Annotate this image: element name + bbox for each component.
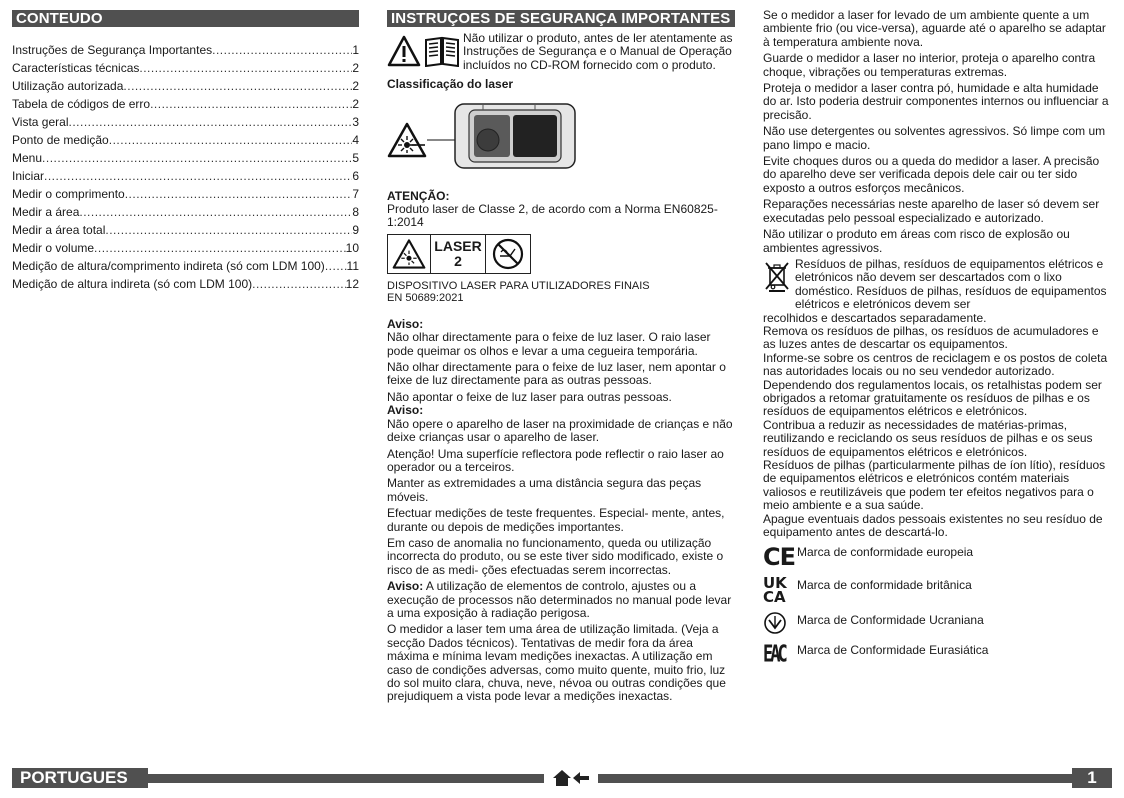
laser-label-hazard-cell <box>388 235 431 273</box>
toc-entry[interactable] <box>12 239 359 257</box>
toc-entry-leader <box>109 131 353 149</box>
col3-p4: Não use detergentes ou solventes agressivos. Só limpe com um pano limpo e macio. <box>763 124 1106 152</box>
eac-mark-text: Marca de Conformidade Eurasiática <box>797 642 989 657</box>
col3-p3: Proteja o medidor a laser contra pó, humidade e alta humidade do ar. Isto poderia destruir componentes internos ou influenciar a precisão. <box>763 81 1109 122</box>
col3-p12: Resíduos de pilhas (particularmente pilhas de íon lítio), resíduos de equipamentos elétricos e eletrónicos contém materiais valiosos e reutilizáveis que podem ter efeitos negativos para o meio ambiente e a sua saúde. <box>763 458 1106 513</box>
col3-p13: Apague eventuais dados pessoais existentes no seu resíduo de equipamento antes de descartá-lo. <box>763 511 1103 540</box>
ukca-mark-row <box>763 575 1113 605</box>
eac-mark-glyph: EAC <box>763 640 785 668</box>
toc-entry-leader <box>68 113 352 131</box>
toc-list <box>12 41 359 293</box>
col3-p5: Evite choques duros ou a queda do medidor a laser. A precisão do aparelho deve ser verificada depois dele cair ou ter sido exposto a outros esforços mecânicos. <box>763 154 1100 195</box>
toc-entry[interactable] <box>12 59 359 77</box>
toc-entry-title: Características técnicas <box>12 61 140 75</box>
ua-mark-icon-wrap <box>763 609 797 637</box>
safety-column <box>387 10 735 707</box>
home-icon[interactable] <box>552 769 572 787</box>
toc-entry-leader <box>325 257 347 275</box>
toc-entry[interactable] <box>12 221 359 239</box>
laser-class-title: Classificação do laser <box>387 77 514 92</box>
laser-hazard-icon <box>387 122 427 158</box>
page-footer <box>12 768 1112 788</box>
laser-label-line2: 2 <box>454 252 462 269</box>
footer-rule-left <box>148 774 544 783</box>
toc-entry-page: 1 <box>352 43 359 57</box>
safety-intro <box>387 32 735 72</box>
aviso-1-p3: Não apontar o feixe de luz laser para outras pessoas. <box>387 389 672 404</box>
toc-entry-title: Medição de altura indireta (só com LDM 100) <box>12 277 253 291</box>
toc-entry[interactable] <box>12 113 359 131</box>
toc-entry-title: Medir a área <box>12 205 80 219</box>
toc-entry[interactable] <box>12 77 359 95</box>
toc-entry-page: 4 <box>352 133 359 147</box>
ukca-mark-glyph-1: UK <box>763 574 787 593</box>
p-extremidades: Manter as extremidades a uma distância segura das peças móveis. <box>387 476 702 504</box>
toc-entry-leader <box>94 239 346 257</box>
col3-p1: Se o medidor a laser for levado de um ambiente quente a um ambiente frio (ou vice-versa), aguarde até o aparelho se adaptar à temperatura ambiente nova. <box>763 8 1106 49</box>
toc-entry-title: Instruções de Segurança Importantes <box>12 43 213 57</box>
toc-entry-title: Medir o comprimento <box>12 187 125 201</box>
eac-mark-row <box>763 641 1113 669</box>
device-figure <box>387 98 735 176</box>
toc-entry[interactable] <box>12 257 359 275</box>
toc-entry-page: 3 <box>352 115 359 129</box>
aviso-1-p2: Não olhar directamente para o feixe de luz laser, nem apontar o feixe de luz directamente para as outras pessoas. <box>387 360 726 388</box>
laser-label-no-stare-cell <box>486 235 530 273</box>
weee-text: Resíduos de pilhas, resíduos de equipamentos elétricos e eletrónicos não devem ser descartados com o lixo doméstico. Resíduos de pilhas, resíduos de equipamentos elétricos e eletrónicos devem ser <box>795 256 1107 312</box>
toc-entry[interactable] <box>12 95 359 113</box>
toc-entry-title: Iniciar <box>12 169 45 183</box>
ukca-mark-text: Marca de conformidade britânica <box>797 577 972 592</box>
aviso-1-p1: Não olhar directamente para o feixe de luz laser. O raio laser pode queimar os olhos e levar a uma cegueira temporária. <box>387 330 711 358</box>
toc-entry-page: 5 <box>352 151 359 165</box>
p-anomalia: Em caso de anomalia no funcionamento, queda ou utilização incorrecta do produto, ou se este tiver sido modificado, existe o risco de as medi- ções efectuadas serem incorrectas. <box>387 535 724 577</box>
ce-mark-glyph: CE <box>763 543 796 572</box>
toc-entry-title: Vista geral <box>12 115 69 129</box>
ce-mark-row <box>763 543 1113 571</box>
attention-title: ATENÇÃO: <box>387 188 450 203</box>
aviso-3-label: Aviso: <box>387 579 424 594</box>
toc-entry-leader <box>150 95 352 113</box>
warning-icon <box>387 35 421 67</box>
toc-entry-page: 9 <box>352 223 359 237</box>
aviso-3-text: A utilização de elementos de controlo, ajustes ou a execução de processos não determinados no manual pode levar a uma exposição à radiação perigosa. <box>387 579 732 620</box>
toc-entry-leader <box>252 275 346 293</box>
weee-block <box>763 258 1113 312</box>
toc-entry[interactable] <box>12 41 359 59</box>
toc-entry-leader <box>44 167 352 185</box>
toc-entry-title: Utilização autorizada <box>12 79 124 93</box>
intro-icons <box>387 32 463 72</box>
toc-entry-title: Medição de altura/comprimento indireta (só com LDM 100) <box>12 259 325 273</box>
laser-label-line1: LASER <box>434 237 482 254</box>
toc-entry-leader <box>125 185 353 203</box>
back-arrow-icon[interactable] <box>572 771 590 785</box>
manual-book-icon <box>423 35 461 67</box>
aviso-3 <box>387 580 735 620</box>
laser-hazard-icon <box>392 238 426 270</box>
aviso-2-title: Aviso: <box>387 403 424 418</box>
ua-conformity-icon <box>763 611 787 635</box>
toc-entry[interactable] <box>12 131 359 149</box>
toc-entry-leader <box>139 59 352 77</box>
care-column <box>763 9 1113 669</box>
do-not-stare-icon <box>491 237 525 271</box>
eac-mark-icon <box>763 641 797 669</box>
toc-entry-page: 8 <box>352 205 359 219</box>
device-laser-aperture-illustration <box>427 98 577 174</box>
p-limitada: O medidor a laser tem uma área de utilização limitada. (Veja a secção Dados técnicos). Tentativas de medir fora da área máxima e mínima levam medições inexactas. A utilização em caso de condições adversas, como muito quente, muito frio, luz do sol muito clara, chuva, neve, névoa ou outras condições que prejudiquem a vista pode levar a medições inexactas. <box>387 622 726 704</box>
weee-cont: recolhidos e descartados separadamente. <box>763 310 987 325</box>
toc-entry-title: Ponto de medição <box>12 133 109 147</box>
toc-entry-title: Medir a área total <box>12 223 106 237</box>
toc-entry[interactable] <box>12 203 359 221</box>
p-atencao: Atenção! Uma superfície reflectora pode reflectir o raio laser ao operador ou a terceiros. <box>387 446 724 474</box>
toc-entry[interactable] <box>12 167 359 185</box>
col3-p11: Contribua a reduzir as necessidades de matérias-primas, reutilizando e reciclando os seus resíduos de pilhas e os seus resíduos de equipamentos elétricos e eletrónicos. <box>763 417 1093 459</box>
toc-entry-leader <box>42 149 352 167</box>
col3-p10: Dependendo dos regulamentos locais, os retalhistas podem ser obrigados a retomar gratuitamente os resíduos de pilhas e os resíduos de equipamentos elétricos e eletrónicos. <box>763 377 1102 419</box>
toc-entry-page: 7 <box>352 187 359 201</box>
toc-entry[interactable] <box>12 185 359 203</box>
col3-p9: Informe-se sobre os centros de reciclagem e os postos de coleta nas autoridades locais ou no seu vendedor autorizado. <box>763 350 1108 379</box>
footer-language: PORTUGUES <box>12 768 148 788</box>
footer-rule-right <box>598 774 1072 783</box>
aviso-1-title: Aviso: <box>387 316 424 331</box>
toc-entry-leader <box>79 203 352 221</box>
weee-icon-wrap <box>763 258 795 312</box>
p-medicoes: Efectuar medições de teste frequentes. Especial- mente, antes, durante ou depois de medições importantes. <box>387 506 725 534</box>
ce-mark-text: Marca de conformidade europeia <box>797 544 974 559</box>
col3-p6: Reparações necessárias neste aparelho de laser só devem ser executadas pelo pessoal especializado e autorizado. <box>763 197 1100 225</box>
laser-class-label <box>387 234 735 274</box>
toc-entry-leader <box>105 221 352 239</box>
ua-mark-row <box>763 609 1113 637</box>
safety-header: INSTRUÇOES DE SEGURANÇA IMPORTANTES <box>387 10 735 27</box>
toc-entry-page: 2 <box>352 79 359 93</box>
toc-entry-title: Medir o volume <box>12 241 95 255</box>
device-text-1: DISPOSITIVO LASER PARA UTILIZADORES FINAIS <box>387 279 650 292</box>
device-text-2: EN 50689:2021 <box>387 291 464 304</box>
toc-entry-page: 10 <box>345 241 359 255</box>
toc-entry[interactable] <box>12 149 359 167</box>
toc-entry-page: 12 <box>345 277 359 291</box>
ua-mark-text: Marca de Conformidade Ucraniana <box>797 612 984 627</box>
aviso-2-p1: Não opere o aparelho de laser na proximidade de crianças e não deixe crianças usar o aparelho de laser. <box>387 416 733 445</box>
laser-label-class-cell <box>431 235 487 273</box>
toc-entry-page: 11 <box>346 259 359 273</box>
col3-p8: Remova os resíduos de pilhas, os resíduos de acumuladores e as luzes antes de descartar os equipamentos. <box>763 323 1099 352</box>
crossed-bin-icon <box>763 260 791 292</box>
ce-mark-icon <box>763 543 797 571</box>
col3-p2: Guarde o medidor a laser no interior, proteja o aparelho contra choque, vibrações ou temperaturas extremas. <box>763 51 1096 79</box>
toc-entry[interactable] <box>12 275 359 293</box>
footer-page-number: 1 <box>1072 768 1112 788</box>
toc-entry-leader <box>212 41 352 59</box>
laser-label-frame <box>387 234 531 274</box>
col3-p7: Não utilizar o produto em áreas com risco de explosão ou ambientes agressivos. <box>763 227 1070 255</box>
ukca-mark-icon <box>763 575 797 605</box>
intro-text: Não utilizar o produto, antes de ler atentamente as Instruções de Segurança e o Manual de Operação incluídos no CD-ROM fornecido com o produto. <box>463 31 733 72</box>
toc-entry-page: 2 <box>352 61 359 75</box>
laser-label-text <box>434 239 481 269</box>
toc-column <box>12 10 359 293</box>
ukca-mark-glyph-2: CA <box>763 588 786 607</box>
attention-text: Produto laser de Classe 2, de acordo com a Norma EN60825-1:2014 <box>387 202 718 230</box>
footer-nav[interactable] <box>546 768 596 788</box>
toc-entry-leader <box>123 77 352 95</box>
toc-entry-title: Menu <box>12 151 43 165</box>
toc-header: CONTEUDO <box>12 10 359 27</box>
toc-entry-page: 6 <box>352 169 359 183</box>
toc-entry-title: Tabela de códigos de erro <box>12 97 151 111</box>
toc-entry-page: 2 <box>352 97 359 111</box>
